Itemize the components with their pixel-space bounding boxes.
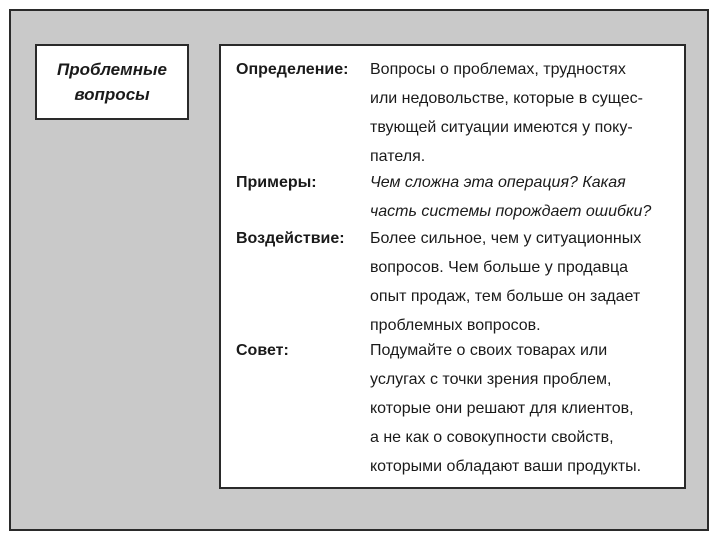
entry-line: Подумайте о своих товарах или [370, 342, 608, 359]
entry-line: пателя. [370, 148, 426, 165]
entry-body-definition [370, 55, 675, 171]
entry-body-examples [370, 168, 675, 226]
entry-line: твующей ситуации имеются у поку- [370, 119, 633, 136]
entry-body-advice [370, 336, 675, 481]
entry-label-advice: Совет: [236, 342, 289, 359]
entry-line: Более сильное, чем у ситуационных [370, 230, 642, 247]
entry-label-definition: Определение: [236, 61, 349, 78]
entry-label-impact: Воздействие: [236, 230, 345, 247]
entry-line: или недовольстве, которые в сущес- [370, 90, 643, 107]
entry-line: услугах с точки зрения проблем, [370, 371, 612, 388]
entry-line: которые они решают для клиентов, [370, 400, 634, 417]
entry-line: вопросов. Чем больше у продавца [370, 259, 629, 276]
entry-line: которыми обладают ваши продукты. [370, 458, 642, 475]
definition-panel [219, 44, 686, 489]
entry-line: проблемных вопросов. [370, 317, 541, 334]
title-line-1: Проблемные [57, 60, 167, 79]
title-text [47, 57, 177, 107]
entry-body-impact [370, 224, 675, 340]
title-line-2: вопросы [74, 85, 150, 104]
entry-line: а не как о совокупности свойств, [370, 429, 614, 446]
entry-line: опыт продаж, тем больше он задает [370, 288, 641, 305]
entry-line: Чем сложна эта операция? Какая [370, 174, 626, 191]
entry-label-examples: Примеры: [236, 174, 317, 191]
entry-line: часть системы порождает ошибки? [370, 203, 652, 220]
title-box [35, 44, 189, 120]
entry-line: Вопросы о проблемах, трудностях [370, 61, 626, 78]
